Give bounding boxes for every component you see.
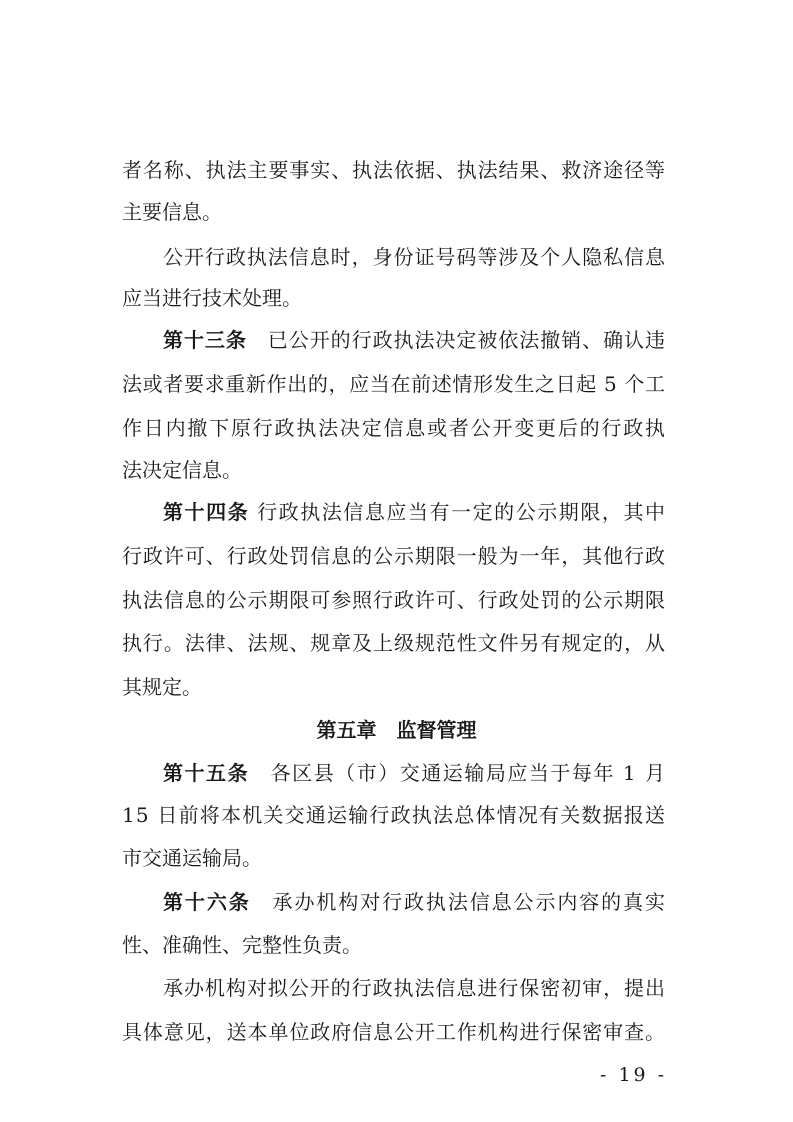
text-line — [163, 243, 665, 271]
article-number: 第十三条 — [163, 328, 247, 352]
line-text: 者名称、执法主要事实、执法依据、执法结果、救济途径等 — [122, 158, 666, 182]
text-line — [163, 888, 665, 916]
page-number: - 19 - — [600, 1064, 668, 1086]
article-number: 第十五条 — [163, 761, 250, 785]
line-text: 行政许可、行政处罚信息的公示期限一般为一年，其他行政 — [122, 544, 666, 568]
line-text: 性、准确性、完整性负责。 — [122, 933, 362, 957]
line-text: 行政执法信息应当有一定的公示期限，其中 — [249, 500, 667, 524]
line-text: 法或者要求重新作出的，应当在前述情形发生之日起 5 个工 — [122, 372, 666, 396]
article-number: 第十六条 — [163, 890, 251, 914]
text-line — [122, 673, 665, 701]
text-line — [122, 156, 665, 184]
line-text: 公开行政执法信息时，身份证号码等涉及个人隐私信息 — [163, 245, 666, 269]
text-line — [163, 498, 665, 526]
text-line — [122, 456, 665, 484]
line-text: 主要信息。 — [122, 200, 222, 224]
line-text: 法决定信息。 — [122, 458, 242, 482]
chapter-heading — [0, 716, 793, 744]
line-text: 承办机构对行政执法信息公示内容的真实 — [250, 890, 667, 914]
line-text: 具体意见，送本单位政府信息公开工作机构进行保密审查。 — [122, 1020, 666, 1044]
line-text: 市交通运输局。 — [122, 846, 262, 870]
line-text: 已公开的行政执法决定被依法撤销、确认违 — [246, 328, 666, 352]
text-line — [122, 370, 665, 398]
line-text: 执行。法律、法规、规章及上级规范性文件另有规定的，从 — [122, 631, 666, 655]
text-line — [122, 414, 665, 442]
text-line — [122, 542, 665, 570]
text-line — [122, 931, 665, 959]
text-line — [122, 801, 665, 829]
line-text: 作日内撤下原行政执法决定信息或者公开变更后的行政执 — [122, 416, 667, 440]
text-line — [122, 844, 665, 872]
text-line — [163, 326, 665, 354]
article-number: 第十四条 — [163, 500, 250, 524]
text-line — [163, 974, 665, 1002]
line-text: 第五章 监督管理 — [316, 718, 477, 742]
text-line — [122, 198, 665, 226]
line-text: 其规定。 — [122, 675, 202, 699]
text-line — [122, 1018, 665, 1046]
line-text: 各区县（市）交通运输局应当于每年 1 月 — [249, 761, 667, 785]
line-text: 15 日前将本机关交通运输行政执法总体情况有关数据报送 — [122, 803, 667, 827]
text-line — [163, 759, 665, 787]
text-line — [122, 284, 665, 312]
line-text: 承办机构对拟公开的行政执法信息进行保密初审，提出 — [163, 976, 666, 1000]
line-text: 执法信息的公示期限可参照行政许可、行政处罚的公示期限 — [122, 588, 666, 612]
line-text: 应当进行技术处理。 — [122, 286, 302, 310]
text-line — [122, 629, 665, 657]
text-line — [122, 586, 665, 614]
